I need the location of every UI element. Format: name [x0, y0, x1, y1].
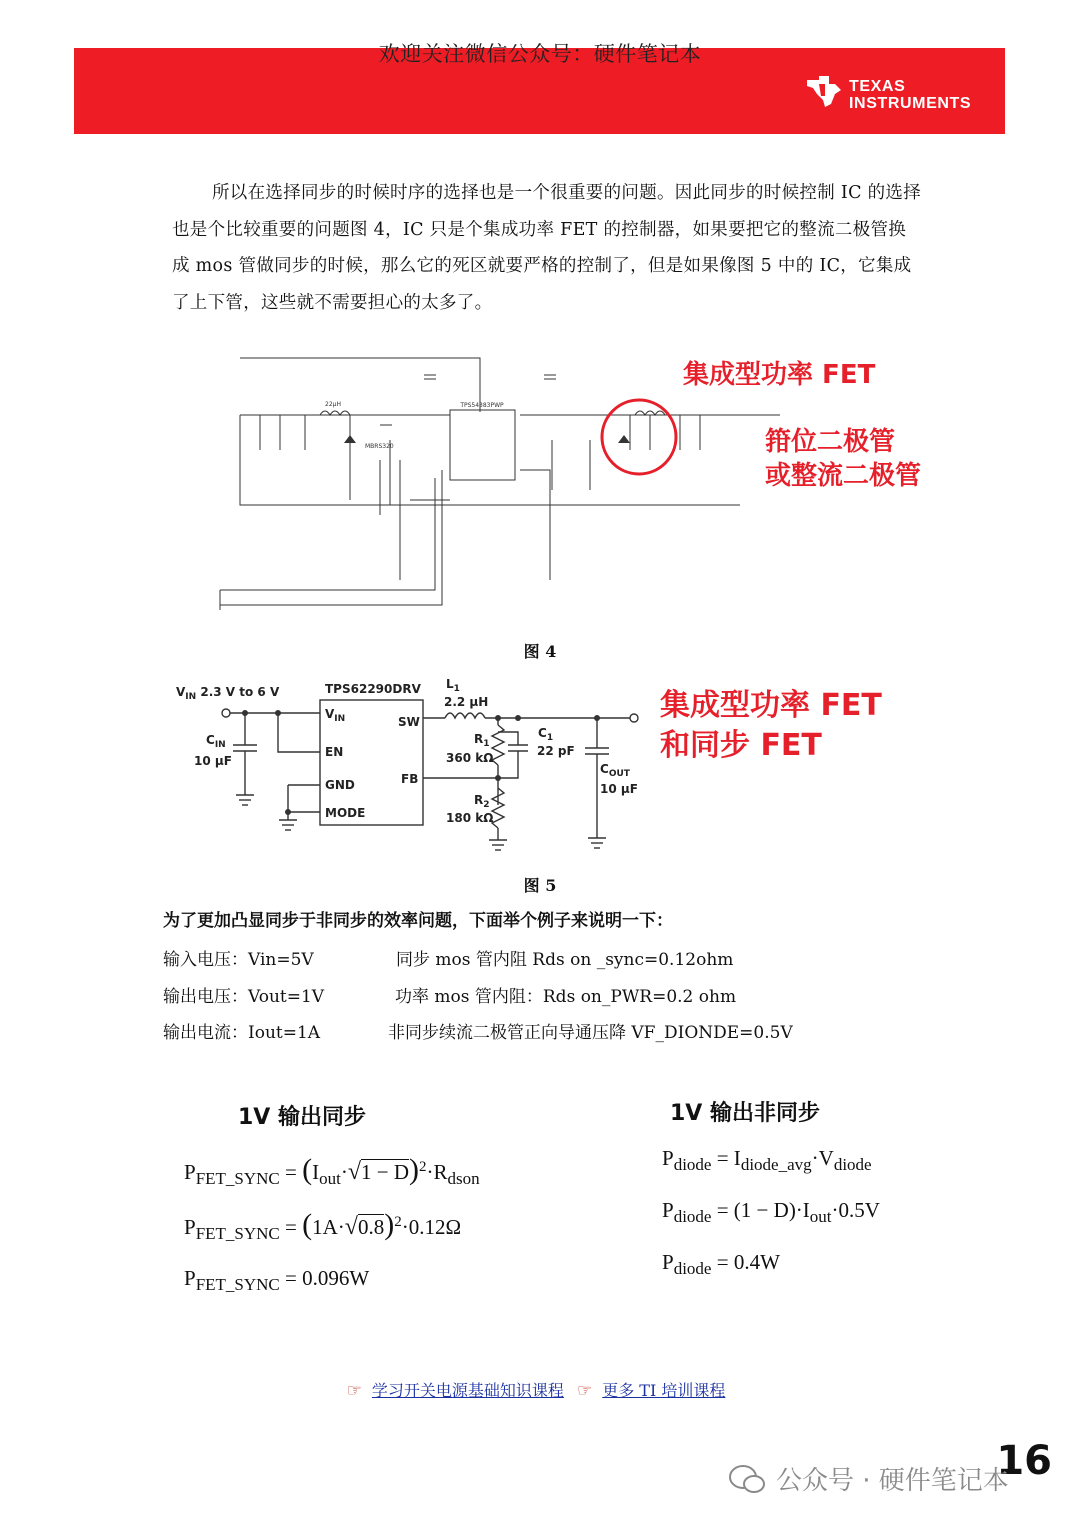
param-right-0: 同步 mos 管内阻 Rds on _sync=0.12ohm [396, 950, 734, 970]
fig5-cin-label: $C_{IN}$ [206, 733, 226, 750]
figure4-caption: 图 4 [523, 642, 557, 661]
fig5-label-line1: 集成型功率 FET [660, 688, 882, 723]
link-switching-power-course[interactable]: 学习开关电源基础知识课程 [371, 1381, 564, 1400]
figure5-schematic [170, 670, 650, 865]
fig5-l1-label: $L_1$ [446, 677, 460, 694]
fig5-pin-en: EN [325, 745, 344, 759]
param-right-2: 非同步续流二极管正向导通压降 VF_DIONDE=0.5V [388, 1023, 793, 1043]
link-more-ti-courses[interactable]: 更多 TI 培训课程 [602, 1381, 726, 1400]
fig4-label-diode-line1: 箝位二极管 [765, 427, 896, 457]
async-equation-2: $P_{diode} = (1 - D)\cdot I_{out}\cdot 0.5V$ [662, 1198, 880, 1226]
pointing-hand-icon: ☞ [346, 1381, 362, 1401]
pointing-hand-icon: ☞ [576, 1381, 593, 1401]
fig5-r1-label: $R_1$ [474, 732, 490, 749]
fig4-diode-label: MBRS320 [365, 443, 394, 450]
ti-logo-line1: TEXAS [849, 78, 906, 95]
fig5-cin-value: 10 μF [194, 754, 232, 768]
param-left-2: 输出电流：Iout=1A [163, 1023, 321, 1043]
wechat-notice: 欢迎关注微信公众号：硬件笔记本 [378, 42, 702, 66]
fig5-cout-value: 10 μF [600, 782, 638, 796]
fig5-label [660, 686, 882, 766]
async-title: 1V 输出非同步 [670, 1101, 820, 1126]
fig5-pin-fb: FB [401, 772, 419, 786]
fig5-c1-value: 22 pF [537, 744, 575, 758]
ti-logo [805, 70, 1005, 120]
sync-result: 0.096W [302, 1266, 370, 1290]
page-number: 16 [996, 1438, 1052, 1484]
fig4-label-diode-line2: 或整流二极管 [765, 461, 922, 491]
fig4-label-diode [765, 425, 921, 493]
wechat-icon [728, 1464, 766, 1496]
param-right-1: 功率 mos 管内阻：Rds on_PWR=0.2 ohm [395, 987, 737, 1007]
param-left-0: 输入电压：Vin=5V [163, 950, 314, 970]
async-result: 0.4W [733, 1250, 780, 1274]
sync-equation-1: $P_{FET\_SYNC} = (I_{out}\cdot√1 - D)^2\cdot R_{dson}$ [184, 1153, 480, 1188]
fig5-r2-value: 180 kΩ [446, 811, 494, 825]
ti-logo-line2: INSTRUMENTS [849, 95, 972, 112]
fig4-ic-label: TPS54383PWP [460, 402, 504, 409]
figure5-caption: 图 5 [523, 876, 557, 895]
watermark-text: 公众号 · 硬件笔记本 [776, 1466, 1009, 1496]
async-equation-1: $P_{diode} = I_{diode\_avg}\cdot V_{diode}$ [662, 1146, 872, 1174]
example-lead: 为了更加凸显同步于非同步的效率问题，下面举个例子来说明一下： [163, 911, 673, 931]
fig5-ic-label: TPS62290DRV [325, 682, 421, 696]
fig5-c1-label: $C_1$ [538, 726, 554, 743]
fig5-pin-sw: SW [398, 715, 420, 729]
sync-title: 1V 输出同步 [238, 1105, 366, 1130]
fig5-cout-label: $C_{OUT}$ [600, 762, 630, 779]
fig5-pin-mode: MODE [325, 806, 366, 820]
ti-state-icon [805, 74, 843, 108]
intro-paragraph: 所以在选择同步的时候时序的选择也是一个很重要的问题。因此同步的时候控制 IC 的选择也是个比较重要的问题图 4，IC 只是个集成功率 FET 的控制器，如果要把它的整流二极管换成 mos 管做同步的时候，那么它的死区就要严格的控制了，但是如果像图 5 中的 IC，它集成了上下管，这些就不需要担心的太多了。 [172, 183, 922, 313]
fig4-inductor-label: 22μH [325, 401, 341, 408]
footer-links [0, 1378, 1080, 1401]
fig4-label-fet: 集成型功率 FET [683, 360, 876, 390]
fig5-pin-vin: $V_{IN}$ [325, 707, 346, 724]
param-left-1: 输出电压：Vout=1V [163, 987, 325, 1007]
fig5-r2-label: $R_2$ [474, 793, 490, 810]
sync-equation-2: $P_{FET\_SYNC} = (1A\cdot√0.8)^2\cdot 0.12\Omega$ [184, 1208, 462, 1243]
fig5-pin-gnd: GND [325, 778, 355, 792]
async-equation-3: $P_{diode} = 0.4W$ [662, 1250, 780, 1278]
fig5-r1-value: 360 kΩ [446, 751, 494, 765]
sync-equation-3: $P_{FET\_SYNC} = 0.096W$ [184, 1266, 370, 1294]
fig5-vin-label: $V_{IN}$ 2.3 V to 6 V [176, 685, 280, 702]
fig5-label-line2: 和同步 FET [660, 728, 822, 763]
fig5-l1-value: 2.2 μH [444, 695, 489, 709]
